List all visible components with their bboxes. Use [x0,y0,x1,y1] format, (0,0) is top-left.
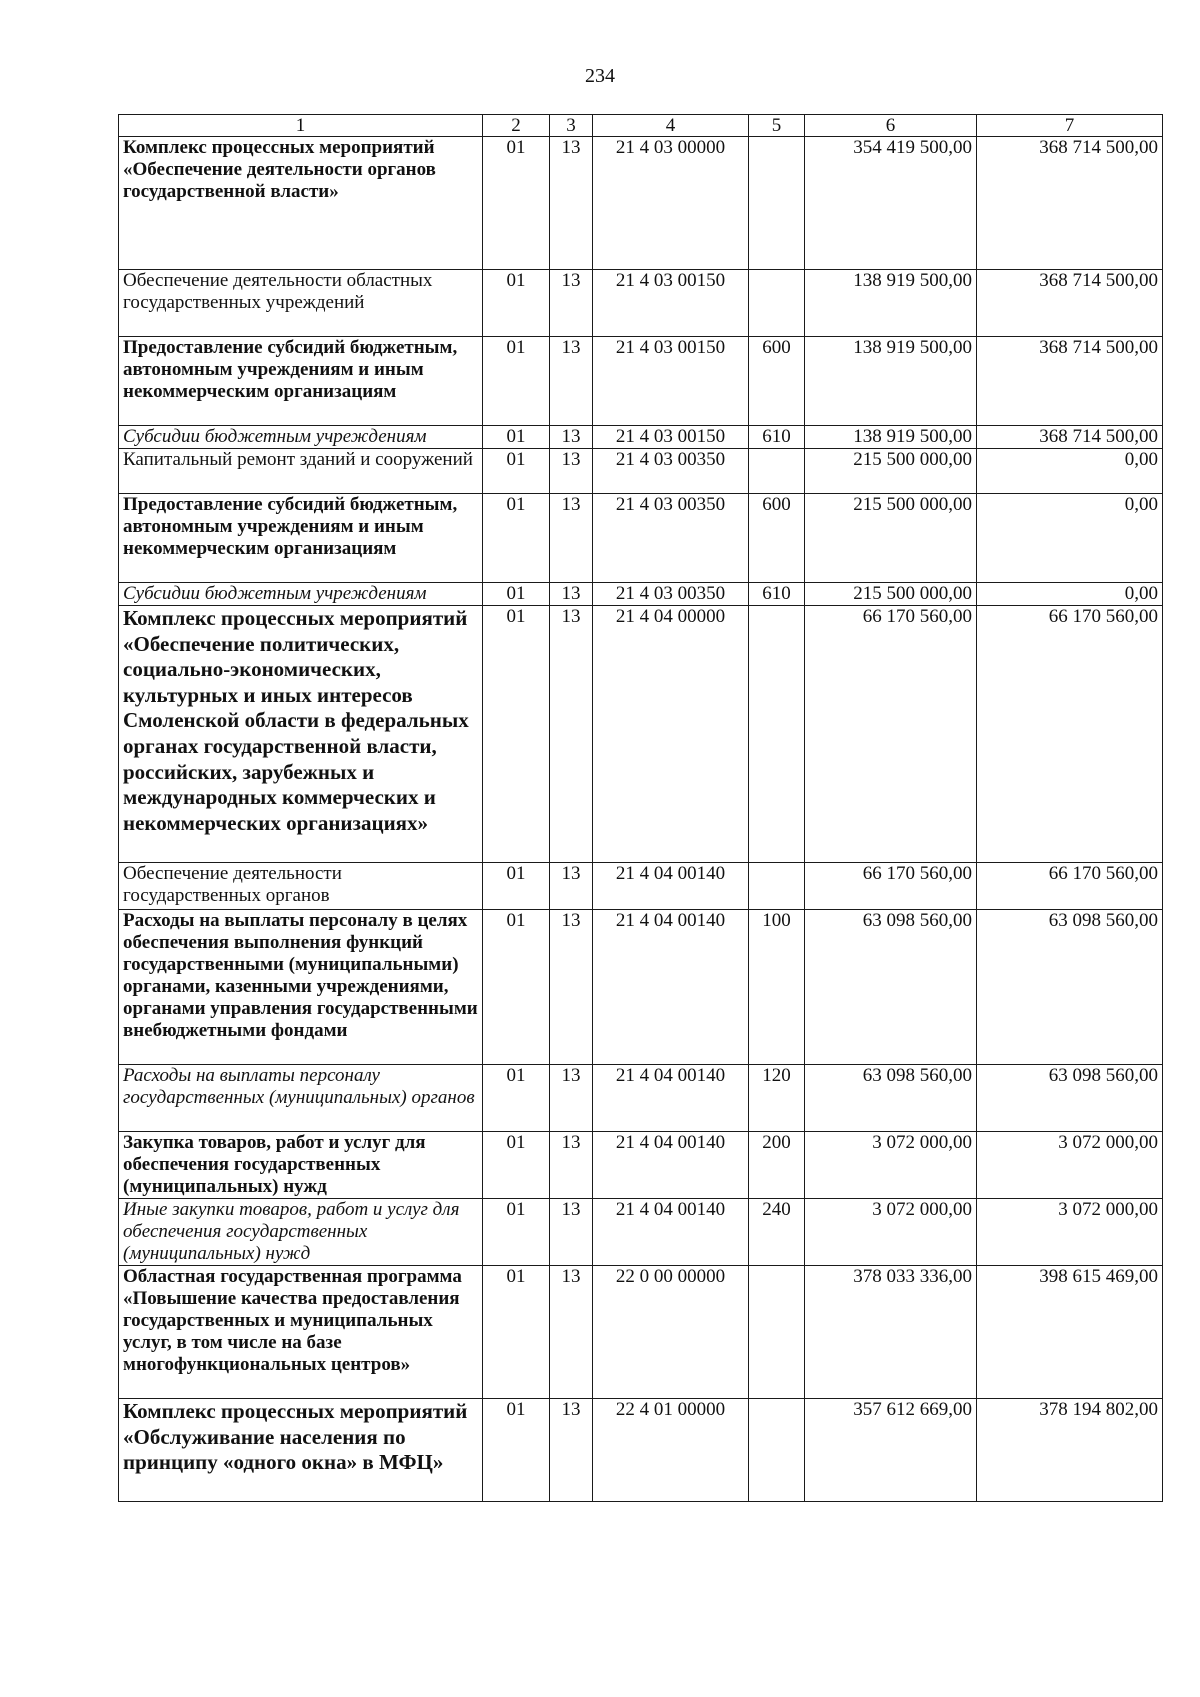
target-article-code: 21 4 03 00150 [593,270,749,337]
subsection-code: 13 [550,1399,593,1502]
amount-year-2: 368 714 500,00 [977,270,1163,337]
subsection-code: 13 [550,426,593,449]
expense-type-code: 120 [749,1065,805,1132]
table-row [119,1065,1163,1132]
amount-year-1: 215 500 000,00 [805,449,977,494]
subsection-code: 13 [550,863,593,910]
expense-type-code: 610 [749,583,805,606]
subsection-code: 13 [550,270,593,337]
table-header-row [119,115,1163,137]
item-name: Обеспечение деятельности областных государственных учреждений [119,270,483,337]
table-row [119,1132,1163,1199]
section-code: 01 [483,426,550,449]
expense-type-code [749,1399,805,1502]
amount-year-1: 138 919 500,00 [805,426,977,449]
item-name: Предоставление субсидий бюджетным, автономным учреждениям и иным некоммерческим организациям [119,337,483,426]
item-name: Областная государственная программа «Повышение качества предоставления государственных и муниципальных услуг, в том числе на базе многофункциональных центров» [119,1266,483,1399]
section-code: 01 [483,1266,550,1399]
amount-year-1: 66 170 560,00 [805,606,977,863]
subsection-code: 13 [550,583,593,606]
expense-type-code: 610 [749,426,805,449]
amount-year-1: 63 098 560,00 [805,910,977,1065]
amount-year-2: 0,00 [977,583,1163,606]
table-row [119,270,1163,337]
expense-type-code [749,863,805,910]
target-article-code: 21 4 03 00000 [593,137,749,270]
target-article-code: 21 4 03 00350 [593,494,749,583]
amount-year-2: 66 170 560,00 [977,606,1163,863]
section-code: 01 [483,910,550,1065]
section-code: 01 [483,137,550,270]
table-row [119,1266,1163,1399]
target-article-code: 21 4 04 00140 [593,1199,749,1266]
section-code: 01 [483,863,550,910]
amount-year-2: 0,00 [977,449,1163,494]
item-name: Комплекс процессных мероприятий «Обеспечение деятельности органов государственной власти» [119,137,483,270]
expense-type-code [749,270,805,337]
subsection-code: 13 [550,1199,593,1266]
section-code: 01 [483,449,550,494]
item-name: Комплекс процессных мероприятий «Обслуживание населения по принципу «одного окна» в МФЦ» [119,1399,483,1502]
target-article-code: 21 4 04 00140 [593,863,749,910]
subsection-code: 13 [550,1132,593,1199]
amount-year-1: 357 612 669,00 [805,1399,977,1502]
column-header: 2 [483,115,550,137]
target-article-code: 21 4 04 00140 [593,1132,749,1199]
section-code: 01 [483,1199,550,1266]
table-row [119,910,1163,1065]
target-article-code: 22 0 00 00000 [593,1266,749,1399]
item-name: Закупка товаров, работ и услуг для обеспечения государственных (муниципальных) нужд [119,1132,483,1199]
expense-type-code: 600 [749,494,805,583]
expense-type-code [749,606,805,863]
amount-year-2: 3 072 000,00 [977,1199,1163,1266]
expense-type-code: 200 [749,1132,805,1199]
amount-year-1: 378 033 336,00 [805,1266,977,1399]
section-code: 01 [483,337,550,426]
item-name: Комплекс процессных мероприятий «Обеспечение политических, социально-экономических, культурных и иных интересов Смоленской области в федеральных органах государственной власти, российских, зарубежных и международных коммерческих и некоммерческих организациях» [119,606,483,863]
target-article-code: 22 4 01 00000 [593,1399,749,1502]
item-name: Расходы на выплаты персоналу в целях обеспечения выполнения функций государственными (муниципальными) органами, казенными учреждениями, органами управления государственными внебюджетными фондами [119,910,483,1065]
subsection-code: 13 [550,449,593,494]
amount-year-2: 3 072 000,00 [977,1132,1163,1199]
column-header: 1 [119,115,483,137]
expense-type-code [749,449,805,494]
subsection-code: 13 [550,606,593,863]
target-article-code: 21 4 04 00140 [593,1065,749,1132]
item-name: Субсидии бюджетным учреждениям [119,583,483,606]
target-article-code: 21 4 04 00000 [593,606,749,863]
item-name: Расходы на выплаты персоналу государственных (муниципальных) органов [119,1065,483,1132]
amount-year-2: 378 194 802,00 [977,1399,1163,1502]
table-row [119,606,1163,863]
target-article-code: 21 4 03 00350 [593,449,749,494]
section-code: 01 [483,583,550,606]
item-name: Обеспечение деятельности государственных органов [119,863,483,910]
column-header: 5 [749,115,805,137]
table-row [119,449,1163,494]
amount-year-1: 3 072 000,00 [805,1132,977,1199]
amount-year-1: 138 919 500,00 [805,270,977,337]
column-header: 3 [550,115,593,137]
amount-year-2: 63 098 560,00 [977,1065,1163,1132]
amount-year-1: 63 098 560,00 [805,1065,977,1132]
subsection-code: 13 [550,910,593,1065]
target-article-code: 21 4 03 00350 [593,583,749,606]
expense-type-code: 100 [749,910,805,1065]
table-row [119,1399,1163,1502]
section-code: 01 [483,270,550,337]
column-header: 4 [593,115,749,137]
subsection-code: 13 [550,1266,593,1399]
table-row [119,337,1163,426]
item-name: Капитальный ремонт зданий и сооружений [119,449,483,494]
amount-year-1: 354 419 500,00 [805,137,977,270]
subsection-code: 13 [550,137,593,270]
section-code: 01 [483,1132,550,1199]
item-name: Предоставление субсидий бюджетным, автономным учреждениям и иным некоммерческим организациям [119,494,483,583]
expense-type-code [749,1266,805,1399]
table-row [119,426,1163,449]
target-article-code: 21 4 04 00140 [593,910,749,1065]
amount-year-2: 63 098 560,00 [977,910,1163,1065]
section-code: 01 [483,606,550,863]
target-article-code: 21 4 03 00150 [593,426,749,449]
amount-year-1: 215 500 000,00 [805,494,977,583]
column-header: 7 [977,115,1163,137]
table-row [119,494,1163,583]
expense-type-code [749,137,805,270]
amount-year-1: 66 170 560,00 [805,863,977,910]
amount-year-2: 0,00 [977,494,1163,583]
table-row [119,137,1163,270]
amount-year-1: 215 500 000,00 [805,583,977,606]
section-code: 01 [483,1065,550,1132]
subsection-code: 13 [550,337,593,426]
table-row [119,1199,1163,1266]
expense-type-code: 240 [749,1199,805,1266]
table-row [119,583,1163,606]
amount-year-2: 368 714 500,00 [977,137,1163,270]
amount-year-2: 368 714 500,00 [977,337,1163,426]
target-article-code: 21 4 03 00150 [593,337,749,426]
subsection-code: 13 [550,494,593,583]
amount-year-1: 3 072 000,00 [805,1199,977,1266]
amount-year-2: 398 615 469,00 [977,1266,1163,1399]
amount-year-1: 138 919 500,00 [805,337,977,426]
budget-table [118,114,1163,1502]
page-number: 234 [585,65,615,87]
table-row [119,863,1163,910]
expense-type-code: 600 [749,337,805,426]
amount-year-2: 368 714 500,00 [977,426,1163,449]
section-code: 01 [483,1399,550,1502]
item-name: Субсидии бюджетным учреждениям [119,426,483,449]
section-code: 01 [483,494,550,583]
column-header: 6 [805,115,977,137]
amount-year-2: 66 170 560,00 [977,863,1163,910]
subsection-code: 13 [550,1065,593,1132]
item-name: Иные закупки товаров, работ и услуг для обеспечения государственных (муниципальных) нужд [119,1199,483,1266]
